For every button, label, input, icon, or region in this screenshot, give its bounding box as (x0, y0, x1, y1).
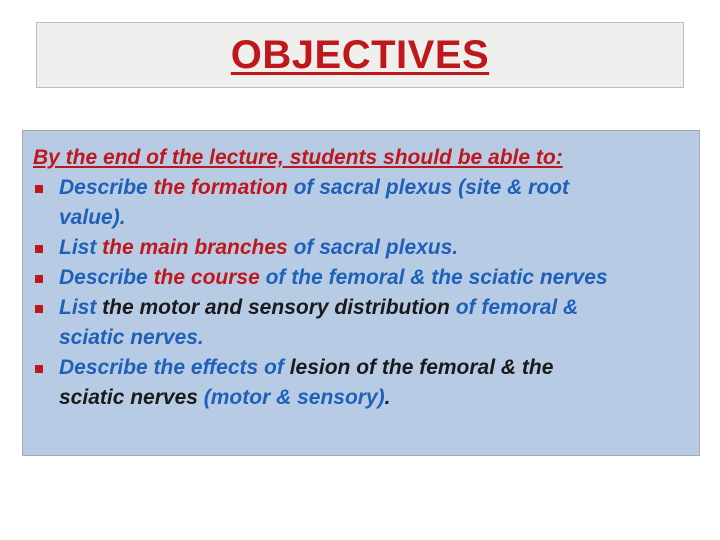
objective-text: . (384, 386, 391, 409)
objective-text: Describe the effects of (59, 356, 290, 379)
objective-line (59, 293, 689, 323)
objective-item (33, 353, 689, 413)
objective-item (33, 263, 689, 293)
objective-text: the motor and sensory distribution (102, 296, 456, 319)
objective-text: the main branches (102, 236, 294, 259)
objective-line (59, 263, 689, 293)
objective-line (59, 233, 689, 263)
objective-text: List (59, 296, 103, 319)
square-bullet-icon (35, 305, 43, 313)
objective-line (59, 203, 689, 233)
objective-text: lesion of the femoral & the (289, 356, 554, 379)
objective-item (33, 173, 689, 233)
objective-text: List (59, 236, 103, 259)
objectives-list (33, 173, 689, 413)
objective-text: sciatic nerves (59, 386, 204, 409)
objective-text: of the femoral & the sciatic nerves (265, 266, 608, 289)
objective-text: Describe (59, 176, 154, 199)
intro-text: By the end of the lecture, students should be able to: (33, 146, 563, 169)
square-bullet-icon (35, 365, 43, 373)
objective-text: Describe (59, 266, 154, 289)
objective-line (59, 323, 689, 353)
objective-text: value). (59, 206, 126, 229)
objective-text: of sacral plexus (site & root (293, 176, 569, 199)
square-bullet-icon (35, 275, 43, 283)
objective-line (59, 173, 689, 203)
title-box (36, 22, 684, 88)
objective-item (33, 233, 689, 263)
objective-text: of sacral plexus. (293, 236, 459, 259)
objective-item (33, 293, 689, 353)
objective-text: sciatic nerves. (59, 326, 204, 349)
objective-text: the course (153, 266, 266, 289)
objective-line (59, 383, 689, 413)
slide-title: OBJECTIVES (230, 32, 490, 77)
objective-text: the formation (153, 176, 294, 199)
square-bullet-icon (35, 185, 43, 193)
objectives-box (22, 130, 700, 456)
objective-text: of femoral & (455, 296, 579, 319)
objective-line (59, 353, 689, 383)
objective-text: (motor & sensory) (203, 386, 385, 409)
square-bullet-icon (35, 245, 43, 253)
